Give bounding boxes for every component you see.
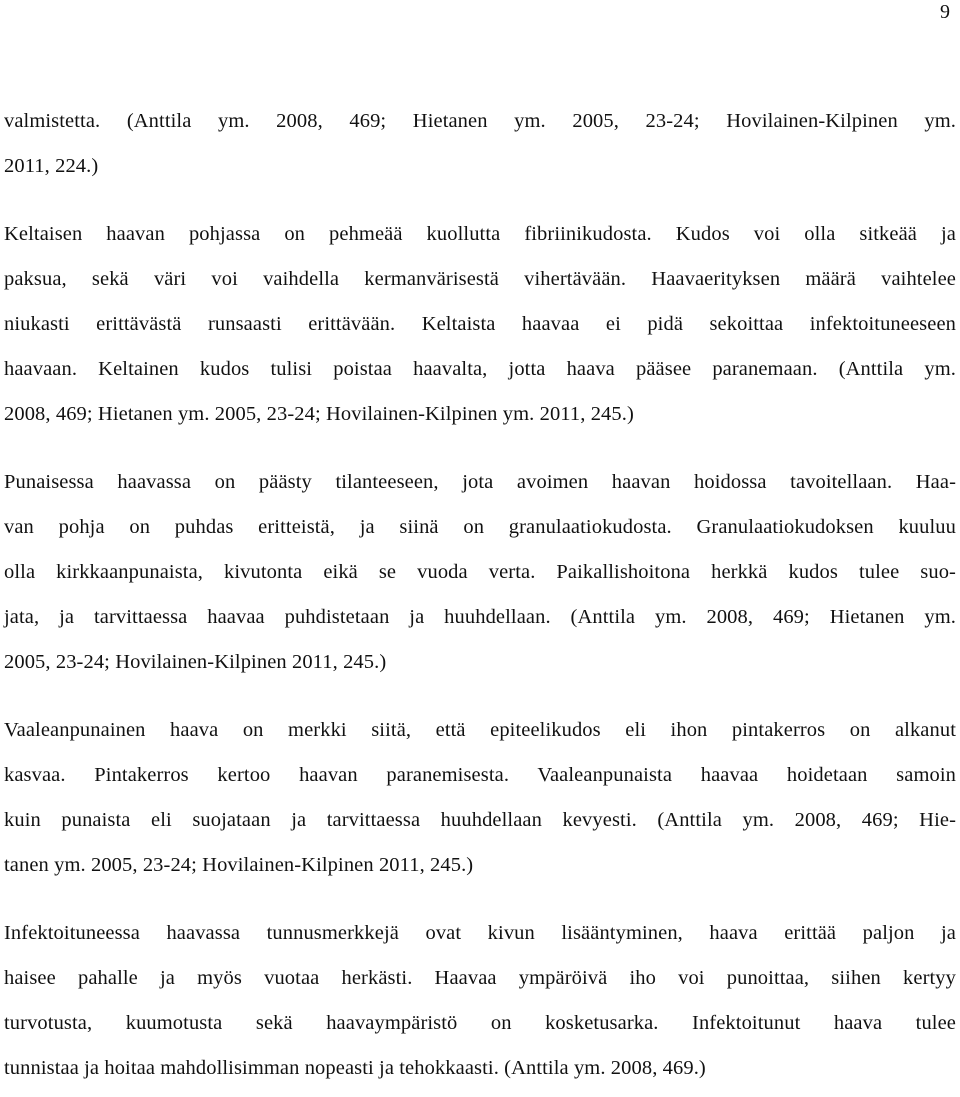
text-line: niukasti erittävästä runsaasti erittävään. Keltaista haavaa ei pidä sekoittaa infektoituneeseen — [4, 313, 956, 335]
text-line: olla kirkkaanpunaista, kivutonta eikä se vuoda verta. Paikallishoitona herkkä kudos tulee suo- — [4, 561, 956, 583]
text-line: van pohja on puhdas eritteistä, ja siinä on granulaatiokudosta. Granulaatiokudoksen kuuluu — [4, 516, 956, 538]
text-line: Punaisessa haavassa on päästy tilanteeseen, jota avoimen haavan hoidossa tavoitellaan. Haa- — [4, 471, 956, 493]
paragraph-2 — [4, 212, 956, 437]
page-number: 9 — [940, 1, 950, 23]
paragraph-1 — [4, 99, 956, 189]
document-body — [4, 99, 956, 1091]
paragraph-3 — [4, 460, 956, 685]
text-line: 2008, 469; Hietanen ym. 2005, 23-24; Hovilainen-Kilpinen ym. 2011, 245.) — [4, 403, 634, 425]
text-line: jata, ja tarvittaessa haavaa puhdistetaan ja huuhdellaan. (Anttila ym. 2008, 469; Hietanen ym. — [4, 606, 956, 628]
text-line: kuin punaista eli suojataan ja tarvittaessa huuhdellaan kevyesti. (Anttila ym. 2008, 469; Hie- — [4, 809, 956, 831]
text-line: paksua, sekä väri voi vaihdella kermanvärisestä vihertävään. Haavaerityksen määrä vaihtelee — [4, 268, 956, 290]
text-line: Vaaleanpunainen haava on merkki siitä, että epiteelikudos eli ihon pintakerros on alkanut — [4, 719, 956, 741]
text-line: Infektoituneessa haavassa tunnusmerkkejä ovat kivun lisääntyminen, haava erittää paljon ja — [4, 922, 956, 944]
paragraph-4 — [4, 708, 956, 888]
text-line: tanen ym. 2005, 23-24; Hovilainen-Kilpinen 2011, 245.) — [4, 854, 474, 876]
text-line: Keltaisen haavan pohjassa on pehmeää kuollutta fibriinikudosta. Kudos voi olla sitkeää ja — [4, 223, 956, 245]
paragraph-5 — [4, 911, 956, 1091]
text-line: valmistetta. (Anttila ym. 2008, 469; Hietanen ym. 2005, 23-24; Hovilainen-Kilpinen ym. — [4, 110, 956, 132]
text-line: kasvaa. Pintakerros kertoo haavan paranemisesta. Vaaleanpunaista haavaa hoidetaan samoin — [4, 764, 956, 786]
text-line: 2011, 224.) — [4, 155, 99, 177]
text-line: tunnistaa ja hoitaa mahdollisimman nopeasti ja tehokkaasti. (Anttila ym. 2008, 469.) — [4, 1057, 706, 1079]
text-line: turvotusta, kuumotusta sekä haavaympäristö on kosketusarka. Infektoitunut haava tulee — [4, 1012, 956, 1034]
text-line: 2005, 23-24; Hovilainen-Kilpinen 2011, 245.) — [4, 651, 387, 673]
text-line: haisee pahalle ja myös vuotaa herkästi. Haavaa ympäröivä iho voi punoittaa, siihen kertyy — [4, 967, 956, 989]
text-line: haavaan. Keltainen kudos tulisi poistaa haavalta, jotta haava pääsee paranemaan. (Anttila ym. — [4, 358, 956, 380]
